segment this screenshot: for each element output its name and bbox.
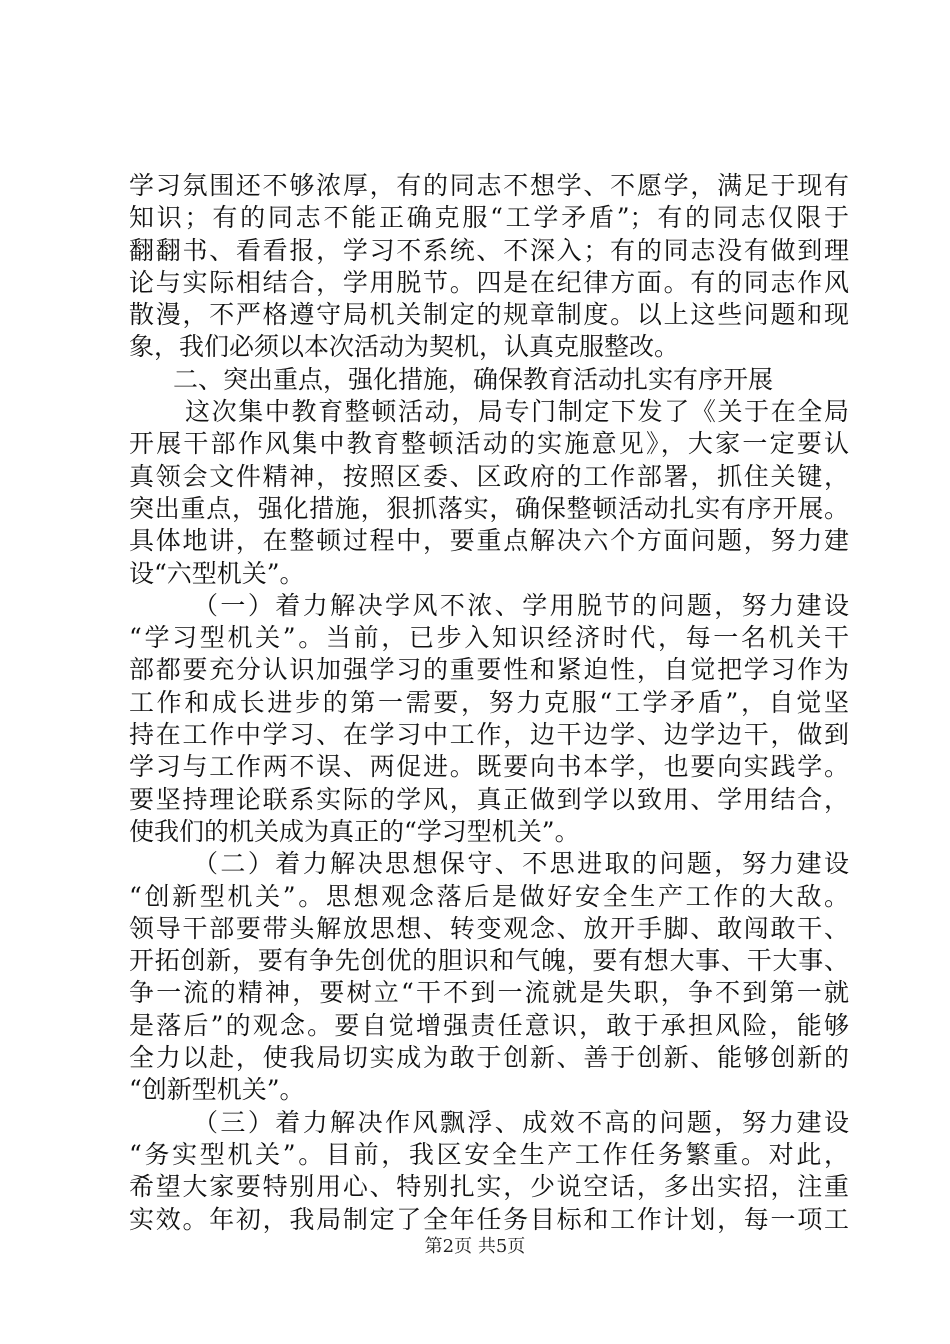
text-line: 持在工作中学习、在学习中工作，边干边学、边学边干，做到 [129, 720, 849, 750]
text-line: 要坚持理论联系实际的学风，真正做到学以致用、学用结合， [129, 784, 849, 814]
text-line: 二、突出重点，强化措施，确保教育活动扎实有序开展 [173, 364, 774, 394]
text-line: 论与实际相结合，学用脱节。四是在纪律方面。有的同志作风 [129, 267, 849, 297]
text-line: “创新型机关”。思想观念落后是做好安全生产工作的大敌。 [129, 881, 849, 911]
text-line: 领导干部要带头解放思想、转变观念、放开手脚、敢闯敢干、 [129, 913, 849, 943]
text-line: （一）着力解决学风不浓、学用脱节的问题，努力建设 [193, 590, 849, 620]
text-line: 开拓创新，要有争先创优的胆识和气魄，要有想大事、干大事、 [129, 946, 849, 976]
text-line: 真领会文件精神，按照区委、区政府的工作部署，抓住关键， [129, 461, 849, 491]
text-line: 学习与工作两不误、两促进。既要向书本学，也要向实践学。 [129, 752, 849, 782]
text-line: 具体地讲，在整顿过程中，要重点解决六个方面问题，努力建 [129, 526, 849, 556]
text-line: “创新型机关”。 [129, 1075, 305, 1105]
text-line: 知识；有的同志不能正确克服“工学矛盾”；有的同志仅限于 [129, 203, 849, 233]
text-line: 突出重点，强化措施，狠抓落实，确保整顿活动扎实有序开展。 [129, 493, 849, 523]
text-line: （三）着力解决作风飘浮、成效不高的问题，努力建设 [193, 1107, 849, 1137]
text-line: “务实型机关”。目前，我区安全生产工作任务繁重。对此， [129, 1139, 849, 1169]
text-line: 部都要充分认识加强学习的重要性和紧迫性，自觉把学习作为 [129, 655, 849, 685]
text-line: 使我们的机关成为真正的“学习型机关”。 [129, 816, 580, 846]
text-line: 实效。年初，我局制定了全年任务目标和工作计划，每一项工 [129, 1204, 849, 1234]
text-line: （二）着力解决思想保守、不思进取的问题，努力建设 [193, 849, 849, 879]
text-line: 希望大家要特别用心、特别扎实，少说空话，多出实招，注重 [129, 1172, 849, 1202]
text-line: “学习型机关”。当前，已步入知识经济时代，每一名机关干 [129, 623, 849, 653]
text-line: 这次集中教育整顿活动，局专门制定下发了《关于在全局 [185, 397, 849, 427]
text-line: 开展干部作风集中教育整顿活动的实施意见》，大家一定要认 [129, 429, 849, 459]
text-line: 是落后”的观念。要自觉增强责任意识，敢于承担风险，能够 [129, 1010, 849, 1040]
text-line: 全力以赴，使我局切实成为敢于创新、善于创新、能够创新的 [129, 1043, 849, 1073]
text-line: 争一流的精神，要树立“干不到一流就是失职，争不到第一就 [129, 978, 849, 1008]
text-line: 散漫，不严格遵守局机关制定的规章制度。以上这些问题和现 [129, 300, 849, 330]
text-line: 工作和成长进步的第一需要，努力克服“工学矛盾”，自觉坚 [129, 687, 849, 717]
text-line: 学习氛围还不够浓厚，有的同志不想学、不愿学，满足于现有 [129, 171, 849, 200]
page-footer: 第2页 共5页 [424, 1236, 526, 1257]
text-line: 翻翻书、看看报，学习不系统、不深入；有的同志没有做到理 [129, 235, 849, 265]
document-body [129, 170, 849, 1236]
text-line: 象，我们必须以本次活动为契机，认真克服整改。 [129, 332, 680, 362]
text-line: 设“六型机关”。 [129, 558, 305, 588]
